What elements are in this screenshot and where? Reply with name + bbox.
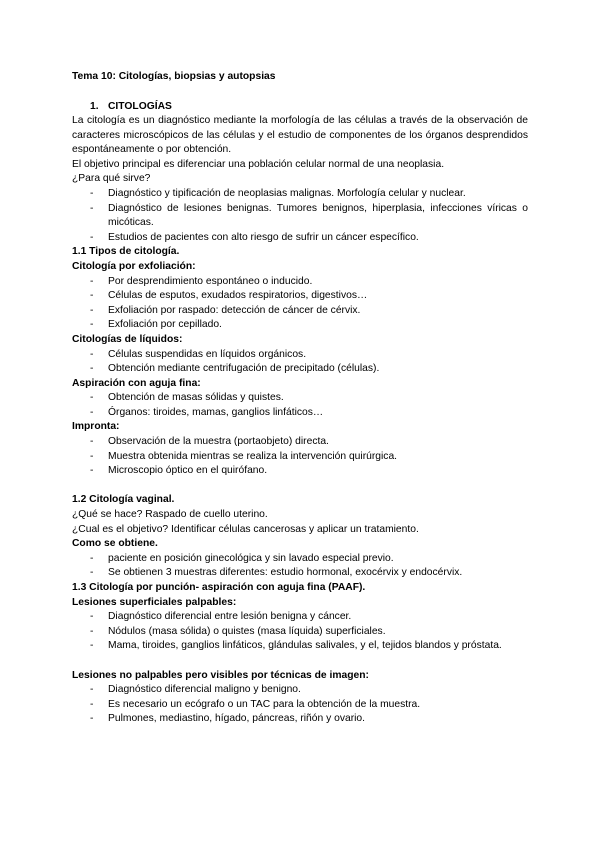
list-item: - Células de esputos, exudados respiratorios, digestivos… <box>90 290 368 302</box>
list-item: - Mama, tiroides, ganglios linfáticos, glándulas salivales, y el, tejidos blandos y próstata. <box>90 640 502 652</box>
list-item: - paciente en posición ginecológica y sin lavado especial previo. <box>90 552 394 564</box>
list-item: - Por desprendimiento espontáneo o inducido. <box>90 275 313 287</box>
list-item: - Pulmones, mediastino, hígado, páncreas, riñón y ovario. <box>90 713 365 725</box>
list-item: - Órganos: tiroides, mamas, ganglios linfáticos… <box>90 406 324 418</box>
spacer <box>72 479 528 494</box>
list-item: - Muestra obtenida mientras se realiza la intervención quirúrgica. <box>90 450 398 462</box>
list-item: - Es necesario un ecógrafo o un TAC para la obtención de la muestra. <box>90 698 421 710</box>
vaginal-how-list <box>72 552 528 581</box>
objective-paragraph: El objetivo principal es diferenciar una población celular normal de una neoplasia. <box>72 158 445 170</box>
section-number: 1. <box>90 101 99 112</box>
list-item: - Nódulos (masa sólida) o quistes (masa líquida) superficiales. <box>90 625 386 637</box>
section-heading-citologias <box>72 100 528 114</box>
uses-question: ¿Para qué sirve? <box>72 173 151 185</box>
list-item: - Células suspendidas en líquidos orgánicos. <box>90 348 307 360</box>
exfoliation-heading: Citología por exfoliación: <box>72 260 196 272</box>
list-item: - Diagnóstico de lesiones benignas. Tumores benignos, hiperplasia, infecciones víricas o micóticas. <box>90 202 528 229</box>
list-item: - Obtención de masas sólidas y quistes. <box>90 392 284 404</box>
document-title: Tema 10: Citologías, biopsias y autopsias <box>72 71 276 82</box>
fine-needle-list <box>72 391 528 420</box>
fine-needle-heading: Aspiración con aguja fina: <box>72 377 201 389</box>
nonpalpable-list <box>72 683 528 727</box>
exfoliation-list <box>72 275 528 333</box>
liquids-heading: Citologías de líquidos: <box>72 333 183 345</box>
list-item: - Diagnóstico diferencial maligno y benigno. <box>90 684 301 696</box>
subsection-heading-tipos: 1.1 Tipos de citología. <box>72 246 180 258</box>
subsection-heading-paaf: 1.3 Citología por punción- aspiración con aguja fina (PAAF). <box>72 582 366 593</box>
list-item: - Observación de la muestra (portaobjeto) directa. <box>90 436 329 448</box>
vaginal-what: ¿Qué se hace? Raspado de cuello uterino. <box>72 509 268 521</box>
list-item: - Se obtienen 3 muestras diferentes: estudio hormonal, exocérvix y endocérvix. <box>90 567 463 579</box>
vaginal-how-heading: Como se obtiene. <box>72 538 158 550</box>
list-item: - Diagnóstico diferencial entre lesión benigna y cáncer. <box>90 611 352 623</box>
imprint-heading: Impronta: <box>72 421 120 433</box>
list-item: - Exfoliación por cepillado. <box>90 319 222 331</box>
list-item: - Exfoliación por raspado: detección de cáncer de cérvix. <box>90 304 361 316</box>
list-item: - Diagnóstico y tipificación de neoplasias malignas. Morfología celular y nuclear. <box>90 187 466 199</box>
list-item: - Microscopio óptico en el quirófano. <box>90 465 268 477</box>
palpable-list <box>72 610 528 654</box>
spacer <box>72 654 528 669</box>
uses-list <box>72 187 528 245</box>
section-heading-text: CITOLOGÍAS <box>108 101 172 112</box>
palpable-heading: Lesiones superficiales palpables: <box>72 596 237 608</box>
imprint-list <box>72 435 528 479</box>
list-item: - Estudios de pacientes con alto riesgo de sufrir un cáncer específico. <box>90 231 419 243</box>
liquids-list <box>72 348 528 377</box>
vaginal-goal: ¿Cual es el objetivo? Identificar células cancerosas y aplicar un tratamiento. <box>72 523 419 535</box>
subsection-heading-vaginal: 1.2 Citología vaginal. <box>72 494 175 506</box>
list-item: - Obtención mediante centrifugación de precipitado (células). <box>90 363 380 375</box>
nonpalpable-heading: Lesiones no palpables pero visibles por técnicas de imagen: <box>72 669 369 681</box>
intro-paragraph: La citología es un diagnóstico mediante la morfología de las células a través de la observación de caracteres microscópicos de las células y el estudio de componentes de los órganos desprendidos espontáneamente o por obtención. <box>72 115 528 156</box>
